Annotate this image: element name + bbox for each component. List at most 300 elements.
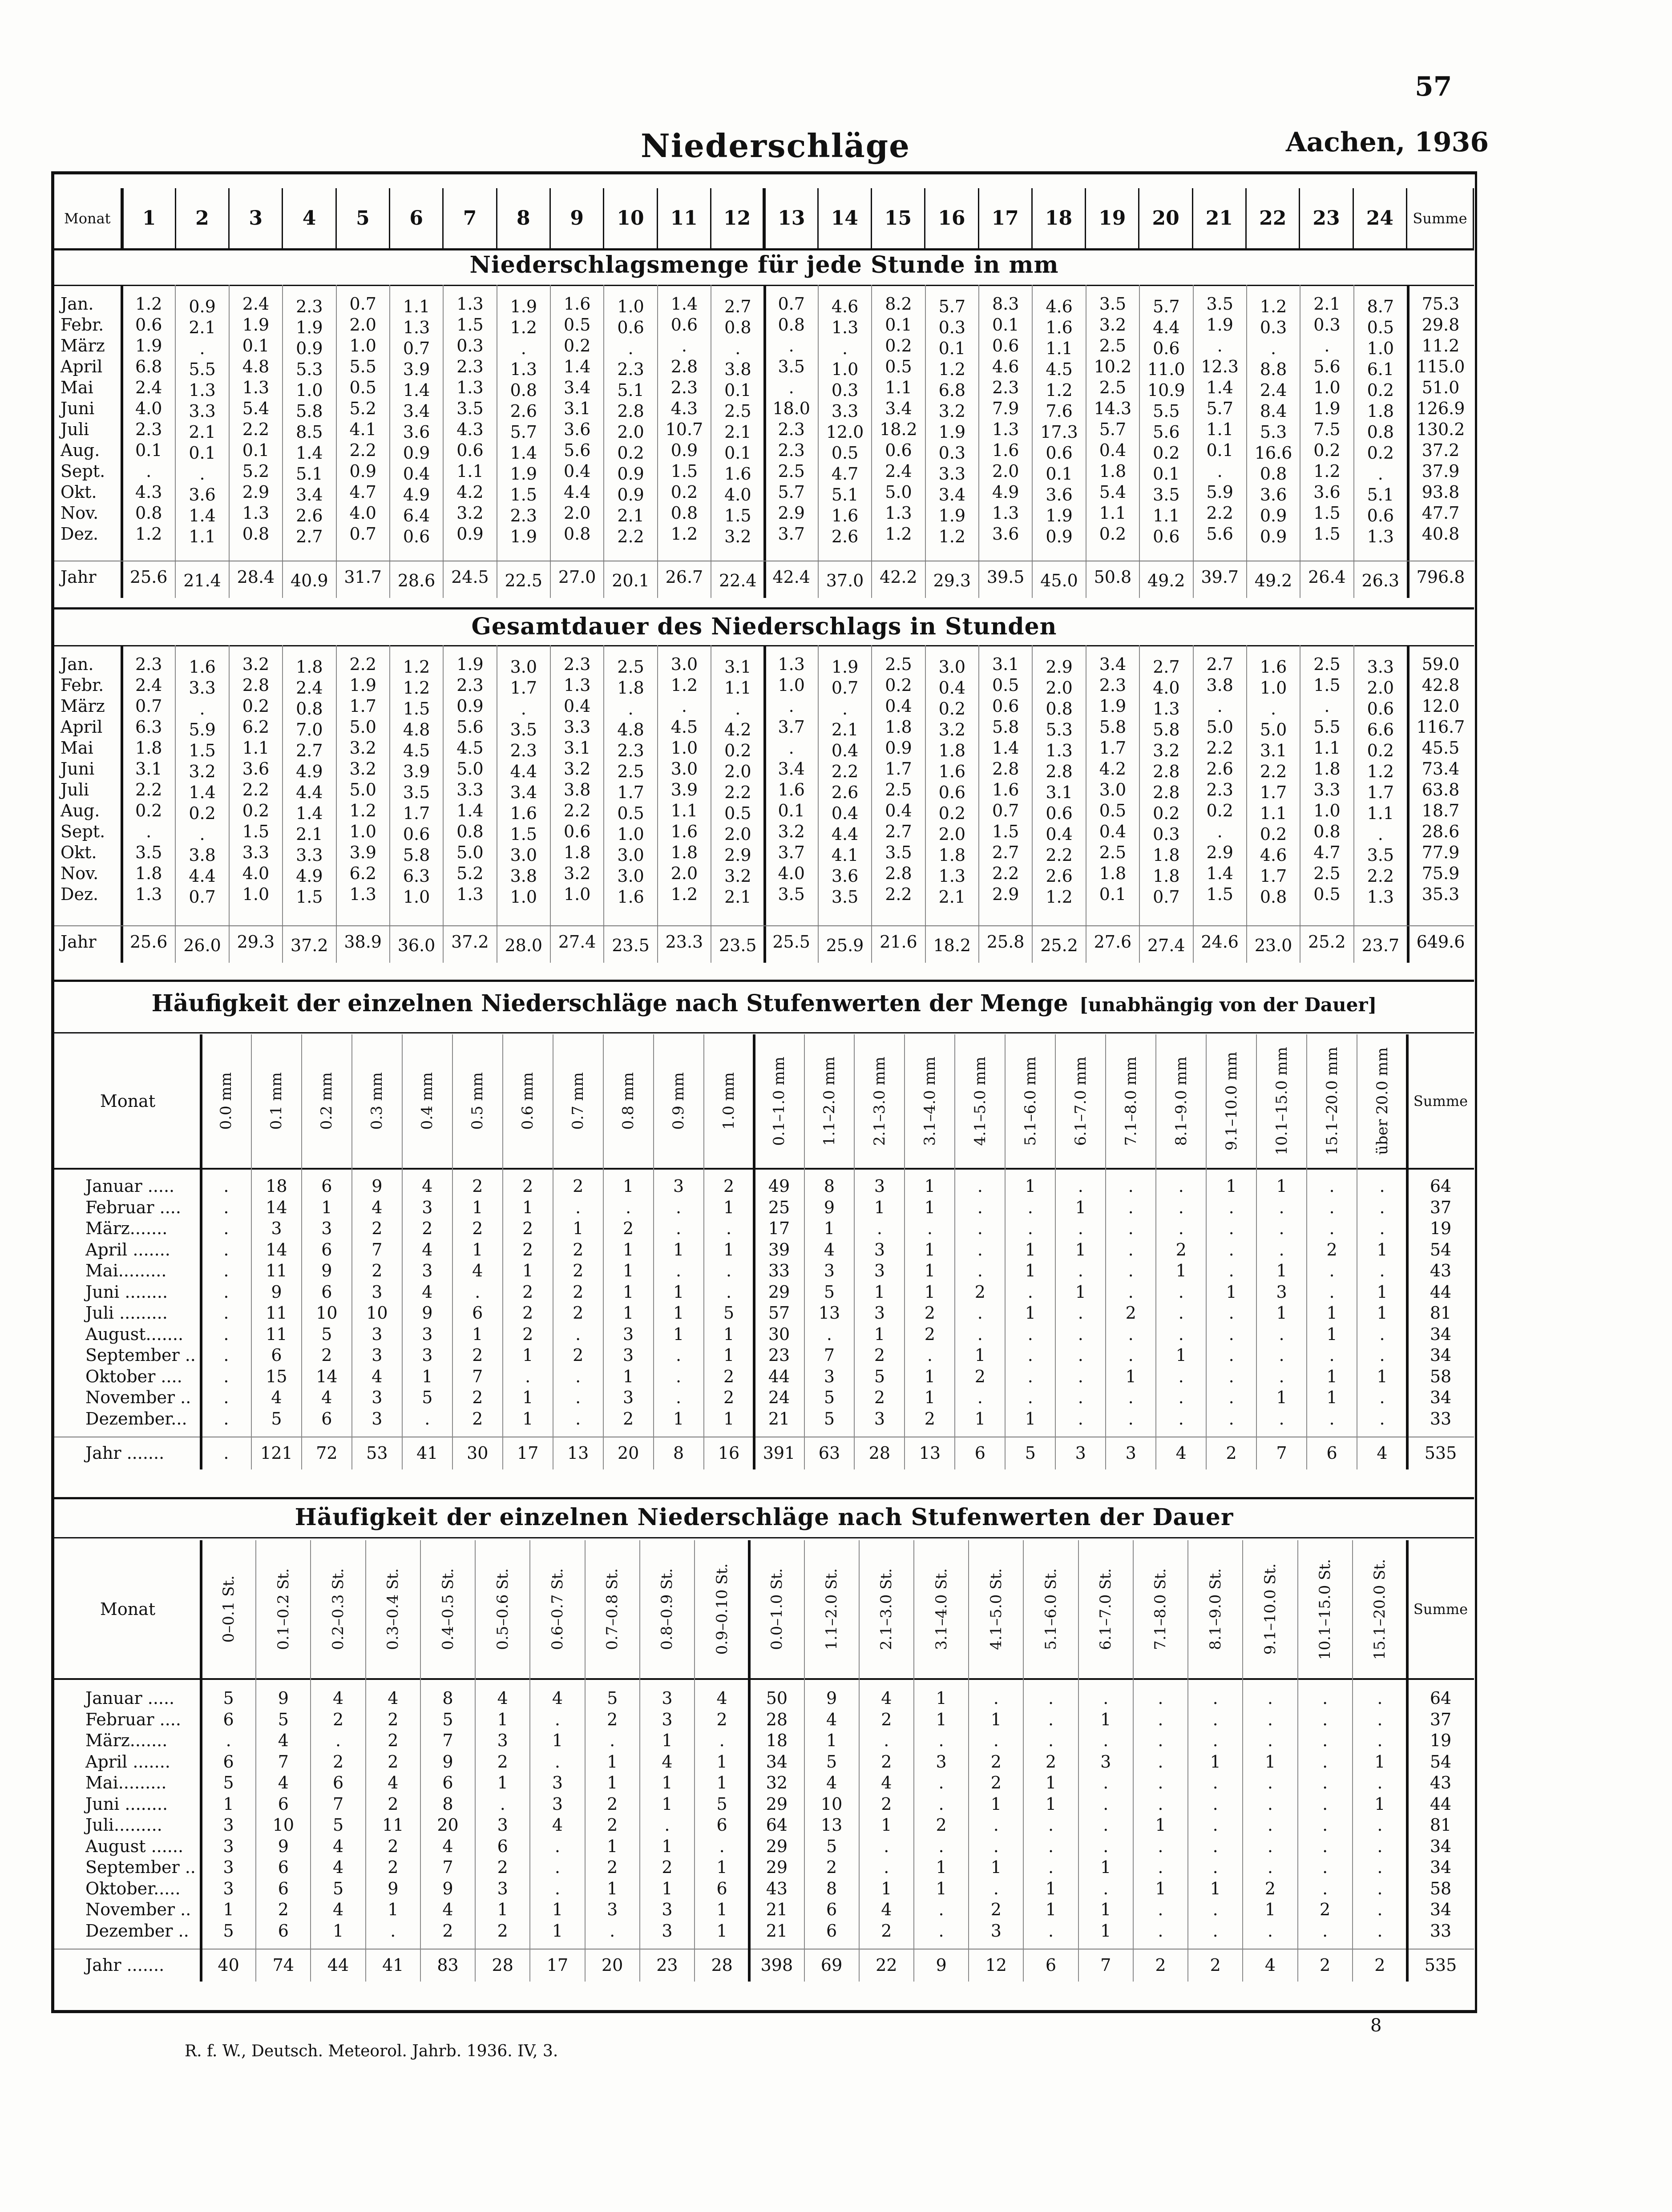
amount-value: 18.2 [880, 420, 917, 439]
duration-freq-count: . [1103, 1878, 1109, 1898]
duration-value: 2.9 [992, 884, 1019, 904]
duration-value: 4.4 [510, 762, 537, 781]
amount-month-sum: 37.9 [1422, 461, 1460, 481]
amount-freq-count: . [1228, 1388, 1234, 1407]
header-hour: 17 [978, 188, 1032, 250]
table2-title: Gesamtdauer des Niederschlags in Stunden [471, 613, 1057, 640]
duration-month-label: Dez. [61, 884, 99, 904]
duration-value: 2.3 [1206, 780, 1233, 799]
duration-freq-count: . [1158, 1921, 1163, 1941]
amount-value: 1.1 [403, 297, 430, 316]
duration-freq-count: 6 [716, 1815, 727, 1835]
amount-value: 3.5 [456, 399, 484, 418]
duration-freq-count: 6 [223, 1752, 234, 1772]
duration-value: 1.9 [831, 657, 859, 677]
column-rule [550, 645, 551, 963]
amount-value: 0.3 [831, 380, 859, 400]
amount-freq-count: 1 [1175, 1261, 1187, 1280]
duration-freq-count: . [1048, 1709, 1054, 1729]
duration-freq-count: . [1322, 1878, 1328, 1898]
amount-value: 8.7 [1367, 297, 1394, 316]
column-rule [550, 285, 551, 598]
duration-value: 1.0 [510, 887, 537, 907]
duration-value: 3.8 [1206, 675, 1233, 695]
duration-freq-count: 3 [607, 1900, 618, 1919]
amount-freq-column-header-label: 6.1–7.0 mm [1071, 1056, 1090, 1146]
amount-value: 1.2 [135, 524, 162, 544]
duration-freq-column-header-label: 0–0.1 St. [219, 1575, 238, 1643]
duration-value: . [521, 699, 526, 718]
duration-value: 0.4 [563, 696, 591, 716]
duration-value: 2.8 [1046, 762, 1073, 781]
amount-freq-count: . [1178, 1324, 1184, 1344]
duration-freq-count: 2 [607, 1815, 618, 1835]
amount-freq-month-sum: 34 [1430, 1388, 1452, 1407]
amount-value: 8.8 [1260, 359, 1287, 379]
amount-value: 1.8 [1367, 401, 1394, 421]
duration-freq-count: . [993, 1836, 999, 1856]
amount-freq-column-header-label: 0.1 mm [267, 1072, 286, 1130]
amount-value: 8.4 [1260, 401, 1287, 421]
column-rule [175, 285, 176, 598]
duration-freq-count: 21 [766, 1921, 788, 1941]
duration-freq-count: 3 [552, 1773, 563, 1792]
amount-value: 0.2 [563, 336, 591, 355]
duration-value: 4.5 [403, 741, 430, 760]
amount-freq-count: 3 [372, 1324, 383, 1344]
amount-value: 5.8 [296, 401, 323, 421]
duration-value: 1.0 [1313, 801, 1341, 820]
amount-value: 0.6 [403, 527, 430, 546]
duration-value: 1.7 [1260, 866, 1287, 886]
duration-freq-column-header [914, 1540, 969, 1678]
amount-value: 1.3 [992, 420, 1019, 439]
amount-value: 5.5 [349, 357, 376, 376]
amount-freq-count: 1 [522, 1388, 533, 1407]
duration-freq-jahr-count: 44 [327, 1955, 349, 1975]
duration-freq-count: 5 [332, 1815, 344, 1835]
duration-freq-count: . [993, 1731, 999, 1750]
duration-freq-count: 21 [766, 1900, 788, 1919]
column-rule [818, 645, 819, 963]
amount-value: 1.5 [510, 485, 537, 505]
column-rule [1352, 1540, 1353, 1982]
duration-value: 1.6 [617, 887, 644, 907]
amount-freq-column-header-label: über 20.0 mm [1373, 1047, 1391, 1155]
amount-value: 0.3 [456, 336, 484, 355]
amount-value: 0.1 [724, 380, 751, 400]
duration-freq-count: 6 [497, 1836, 508, 1856]
duration-jahr-value: 25.6 [129, 932, 168, 952]
amount-freq-count: 2 [924, 1409, 935, 1429]
duration-month-label: Mai [61, 738, 93, 758]
duration-freq-header-monat: Monat [100, 1599, 156, 1619]
duration-freq-column-header [311, 1540, 365, 1678]
duration-freq-count: 4 [442, 1900, 453, 1919]
duration-value: 2.2 [563, 801, 591, 820]
duration-value: 2.1 [831, 720, 859, 739]
duration-freq-column-header [256, 1540, 311, 1678]
amount-freq-count: 3 [824, 1261, 835, 1280]
duration-freq-count: . [1322, 1794, 1328, 1814]
amount-freq-count: . [977, 1239, 983, 1259]
amount-value: 1.9 [938, 422, 966, 442]
amount-freq-column-header [1156, 1034, 1206, 1168]
amount-freq-jahr-label: Jahr ....... [85, 1443, 165, 1463]
duration-freq-count: 3 [497, 1731, 508, 1750]
duration-freq-count: . [1048, 1731, 1054, 1750]
duration-freq-column-header-label: 2.1–3.0 St. [877, 1568, 896, 1650]
amount-value: 1.5 [724, 506, 751, 525]
duration-value: 5.8 [403, 845, 430, 865]
amount-value: 1.0 [831, 359, 859, 379]
duration-freq-count: 9 [388, 1878, 399, 1898]
column-rule [282, 645, 283, 963]
duration-value: 1.5 [296, 887, 323, 907]
duration-freq-column-header [1078, 1540, 1133, 1678]
amount-freq-count: 4 [472, 1261, 483, 1280]
duration-value: 1.4 [296, 803, 323, 823]
duration-value: 3.6 [242, 759, 270, 779]
duration-freq-count: 5 [607, 1688, 618, 1708]
amount-value: 3.2 [1099, 315, 1127, 335]
amount-value: 1.6 [1046, 318, 1073, 337]
duration-freq-count: 1 [497, 1709, 508, 1729]
amount-freq-count: 3 [874, 1261, 885, 1280]
duration-freq-count: 2 [990, 1773, 1002, 1792]
duration-value: 3.2 [938, 720, 966, 739]
footer-source: R. f. W., Deutsch. Meteorol. Jahrb. 1936. IV, 3. [185, 2042, 558, 2060]
amount-value: 1.6 [563, 294, 591, 314]
duration-value: 4.0 [242, 864, 270, 883]
duration-freq-count: 3 [990, 1921, 1002, 1941]
amount-freq-count: . [676, 1388, 682, 1407]
column-rule [1256, 1034, 1257, 1469]
amount-freq-jahr-count: 5 [1025, 1443, 1036, 1463]
duration-freq-count: . [1158, 1688, 1163, 1708]
amount-freq-count: 23 [768, 1345, 790, 1365]
header-hour: 11 [657, 188, 711, 250]
duration-value: 1.8 [563, 843, 591, 862]
duration-freq-month-label: Mai......... [85, 1773, 167, 1792]
duration-value: 2.2 [349, 654, 376, 674]
duration-value: 3.0 [938, 657, 966, 677]
amount-freq-jahr-count: 4 [1175, 1443, 1187, 1463]
amount-freq-count: 5 [874, 1366, 885, 1386]
amount-value: 2.2 [1206, 503, 1233, 523]
amount-freq-column-header [1005, 1034, 1055, 1168]
duration-value: 2.8 [242, 675, 270, 695]
amount-month-sum: 75.3 [1422, 294, 1460, 314]
duration-freq-count: . [1158, 1900, 1163, 1919]
amount-freq-count: . [1078, 1219, 1083, 1238]
amount-month-label: Okt. [61, 482, 97, 502]
amount-value: 0.9 [403, 443, 430, 463]
amount-jahr-value: 49.2 [1147, 571, 1185, 590]
column-rule [703, 1034, 704, 1469]
duration-value: 1.6 [992, 780, 1019, 799]
duration-freq-count: . [1267, 1857, 1273, 1877]
duration-value: 2.3 [510, 741, 537, 760]
amount-value: 3.9 [403, 359, 430, 379]
header-hour: 2 [175, 188, 229, 250]
duration-value: 2.0 [1046, 678, 1073, 698]
amount-freq-count: 2 [522, 1324, 533, 1344]
duration-freq-count: 20 [437, 1815, 459, 1835]
duration-value: 0.2 [189, 803, 216, 823]
amount-freq-count: 1 [1025, 1261, 1036, 1280]
amount-freq-count: . [1228, 1303, 1234, 1323]
amount-value: 3.2 [456, 503, 484, 523]
amount-freq-count: . [1078, 1176, 1083, 1196]
amount-value: 4.9 [992, 482, 1019, 502]
amount-freq-count: 11 [266, 1324, 287, 1344]
duration-freq-month-label: September .. [85, 1857, 196, 1877]
amount-freq-count: . [1329, 1176, 1335, 1196]
duration-freq-count: 1 [607, 1773, 618, 1792]
amount-value: 5.3 [296, 359, 323, 379]
amount-jahr-value: 22.5 [505, 571, 543, 590]
amount-freq-column-header-label: 5.1–6.0 mm [1021, 1056, 1039, 1146]
duration-freq-count: 2 [497, 1857, 508, 1877]
amount-freq-count: 2 [573, 1282, 584, 1302]
duration-freq-jahr-count: 2 [1155, 1955, 1166, 1975]
amount-value: 0.2 [1153, 443, 1180, 463]
duration-freq-column-header [640, 1540, 695, 1678]
duration-value: 1.8 [885, 717, 912, 737]
amount-value: 3.3 [189, 401, 216, 421]
amount-value: 8.5 [296, 422, 323, 442]
duration-freq-count: 3 [936, 1752, 947, 1772]
duration-jahr-value: 38.9 [344, 932, 382, 952]
amount-value: 3.2 [938, 401, 966, 421]
amount-freq-count: 1 [673, 1409, 684, 1429]
duration-freq-count: 1 [1045, 1773, 1057, 1792]
duration-value: 2.4 [135, 675, 162, 695]
amount-freq-count: . [1078, 1261, 1083, 1280]
amount-value: 3.5 [1206, 294, 1233, 314]
sheet-mark: 8 [1370, 2015, 1382, 2036]
amount-freq-count: 3 [422, 1197, 433, 1217]
duration-month-sum: 12.0 [1422, 696, 1460, 716]
duration-month-sum: 116.7 [1416, 717, 1465, 737]
amount-freq-count: 29 [768, 1282, 790, 1302]
column-rule [603, 285, 604, 598]
amount-freq-column-header-label: 1.1–2.0 mm [820, 1056, 838, 1146]
duration-freq-count: . [1377, 1900, 1383, 1919]
amount-jahr-sum: 796.8 [1416, 567, 1465, 587]
duration-freq-count: 2 [388, 1731, 399, 1750]
amount-freq-month-label: September .. [85, 1345, 196, 1365]
duration-value: 5.8 [992, 717, 1019, 737]
amount-freq-count: 2 [723, 1388, 735, 1407]
amount-value: 5.6 [1313, 357, 1341, 376]
duration-value: 3.4 [1099, 654, 1127, 674]
amount-freq-count: 2 [874, 1345, 885, 1365]
amount-value: 0.6 [1367, 506, 1394, 525]
column-rule [443, 285, 444, 598]
column-rule [1139, 645, 1140, 963]
duration-freq-count: 1 [552, 1900, 563, 1919]
duration-freq-month-sum: 44 [1430, 1794, 1452, 1814]
duration-freq-count: 6 [716, 1878, 727, 1898]
duration-freq-count: . [1377, 1773, 1383, 1792]
duration-freq-count: . [1267, 1815, 1273, 1835]
amount-value: 1.4 [510, 443, 537, 463]
amount-value: 4.0 [349, 503, 376, 523]
duration-freq-count: 3 [223, 1878, 234, 1898]
duration-freq-count: . [938, 1921, 944, 1941]
amount-value: 1.3 [189, 380, 216, 400]
duration-value: 2.3 [563, 654, 591, 674]
amount-freq-count: 1 [1175, 1345, 1187, 1365]
amount-value: 1.2 [1313, 461, 1341, 481]
amount-value: 0.4 [563, 461, 591, 481]
duration-value: 0.2 [938, 699, 966, 718]
column-rule [420, 1540, 421, 1982]
amount-freq-count: . [575, 1388, 581, 1407]
duration-jahr-value: 27.6 [1094, 932, 1132, 952]
amount-freq-jahr-count: 53 [366, 1443, 388, 1463]
amount-value: 2.8 [617, 401, 644, 421]
duration-value: . [1324, 696, 1330, 716]
amount-value: . [1217, 461, 1223, 481]
amount-value: 2.0 [563, 503, 591, 523]
duration-value: 0.2 [885, 675, 912, 695]
duration-value: 2.7 [1153, 657, 1180, 677]
amount-value: 1.2 [938, 527, 966, 546]
amount-freq-count: . [1128, 1324, 1134, 1344]
amount-freq-count: 1 [1377, 1366, 1388, 1386]
duration-freq-count: 32 [766, 1773, 788, 1792]
duration-value: 2.3 [135, 654, 162, 674]
header-hour: 19 [1086, 188, 1139, 250]
duration-value: 3.3 [296, 845, 323, 865]
amount-value: 4.4 [1153, 318, 1180, 337]
amount-value: 2.5 [778, 461, 805, 481]
amount-freq-count: . [1329, 1409, 1335, 1429]
duration-value: 0.2 [1367, 741, 1394, 760]
amount-value: 0.8 [242, 524, 270, 544]
amount-month-sum: 40.8 [1422, 524, 1460, 544]
amount-freq-count: 2 [723, 1176, 735, 1196]
amount-value: 2.5 [1099, 336, 1127, 355]
amount-jahr-value: 20.1 [612, 571, 650, 590]
amount-value: 0.3 [938, 443, 966, 463]
amount-value: 0.8 [510, 380, 537, 400]
amount-freq-count: 1 [1125, 1366, 1136, 1386]
duration-freq-count: . [1212, 1773, 1218, 1792]
column-rule [859, 1540, 860, 1982]
amount-value: 1.6 [831, 506, 859, 525]
duration-jahr-value: 23.0 [1254, 936, 1292, 955]
column-rule [748, 1540, 751, 1982]
duration-freq-count: 1 [1045, 1878, 1057, 1898]
amount-value: 0.6 [1046, 443, 1073, 463]
duration-freq-month-label: April ....... [85, 1752, 170, 1772]
amount-month-sum: 126.9 [1416, 399, 1465, 418]
duration-freq-count: . [1103, 1688, 1109, 1708]
amount-freq-count: . [1078, 1409, 1083, 1429]
duration-value: 1.6 [778, 780, 805, 799]
amount-jahr-value: 25.6 [129, 567, 168, 587]
duration-month-label: Jan. [61, 654, 94, 674]
duration-value: 1.7 [885, 759, 912, 779]
duration-freq-count: . [1212, 1794, 1218, 1814]
amount-value: 5.5 [189, 359, 216, 379]
duration-freq-count: . [1103, 1815, 1109, 1835]
duration-freq-count: . [554, 1857, 561, 1877]
amount-freq-count: 1 [924, 1261, 935, 1280]
amount-freq-count: 2 [472, 1388, 483, 1407]
amount-value: 6.8 [938, 380, 966, 400]
duration-freq-month-label: August ...... [85, 1836, 184, 1856]
duration-value: 0.5 [992, 675, 1019, 695]
duration-freq-count: 1 [881, 1815, 892, 1835]
amount-freq-count: 1 [472, 1324, 483, 1344]
duration-freq-jahr-count: 28 [492, 1955, 513, 1975]
amount-freq-count: . [223, 1324, 229, 1344]
duration-freq-count: . [1103, 1836, 1109, 1856]
amount-value: 4.1 [349, 420, 376, 439]
amount-freq-count: 5 [422, 1388, 433, 1407]
column-rule [1353, 645, 1354, 963]
duration-freq-count: . [1212, 1709, 1218, 1729]
column-rule [1193, 645, 1194, 963]
column-rule [1078, 1540, 1079, 1982]
duration-freq-count: . [1267, 1836, 1273, 1856]
duration-value: 2.9 [724, 845, 751, 865]
amount-value: 1.1 [1046, 339, 1073, 358]
amount-freq-count: 3 [874, 1239, 885, 1259]
amount-freq-column-header-label: 0.2 mm [318, 1072, 336, 1130]
amount-value: 1.3 [456, 294, 484, 314]
amount-value: 3.5 [778, 357, 805, 376]
duration-jahr-value: 26.0 [183, 936, 221, 955]
column-rule [871, 645, 872, 963]
amount-value: . [199, 339, 205, 358]
duration-value: 0.4 [831, 741, 859, 760]
duration-freq-count: . [1212, 1836, 1218, 1856]
amount-freq-month-sum: 81 [1430, 1303, 1452, 1323]
duration-value: 0.2 [724, 741, 751, 760]
amount-freq-count: 1 [1326, 1388, 1337, 1407]
amount-freq-count: . [223, 1176, 229, 1196]
amount-freq-count: 4 [422, 1176, 433, 1196]
duration-freq-jahr-count: 2 [1374, 1955, 1385, 1975]
amount-value: 0.7 [349, 294, 376, 314]
duration-freq-count: 1 [936, 1878, 947, 1898]
amount-freq-count: 10 [316, 1303, 338, 1323]
amount-freq-count: . [1228, 1261, 1234, 1280]
amount-freq-column-header [1357, 1034, 1407, 1168]
amount-value: 1.9 [510, 297, 537, 316]
duration-value: 1.7 [510, 678, 537, 698]
duration-value: 3.3 [242, 843, 270, 862]
duration-value: 2.7 [296, 741, 323, 760]
amount-value: 0.8 [135, 503, 162, 523]
duration-freq-count: . [390, 1921, 396, 1941]
duration-value: 1.8 [938, 741, 966, 760]
duration-value: 1.0 [349, 822, 376, 841]
duration-freq-jahr-count: 2 [1320, 1955, 1331, 1975]
duration-value: 0.9 [456, 696, 484, 716]
amount-freq-count: 3 [372, 1388, 383, 1407]
duration-value: 0.8 [456, 822, 484, 841]
duration-value: 0.8 [1313, 822, 1341, 841]
amount-freq-count: 2 [372, 1261, 383, 1280]
duration-freq-count: 1 [716, 1752, 727, 1772]
